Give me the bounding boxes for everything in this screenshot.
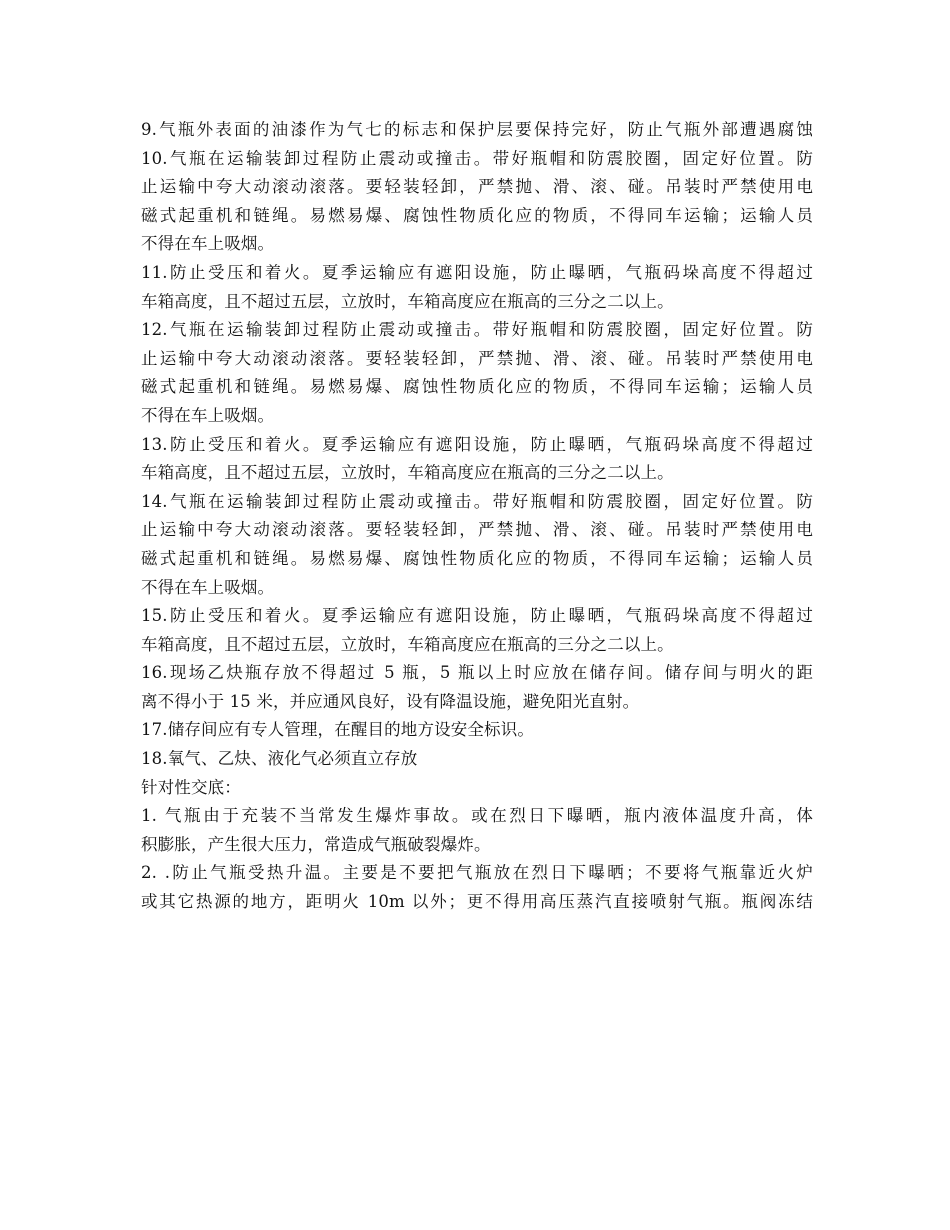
text-line: 15.防止受压和着火。夏季运输应有遮阳设施，防止曝晒，气瓶码垛高度不得超过 [141, 606, 813, 626]
text-line: 2. .防止气瓶受热升温。主要是不要把气瓶放在烈日下曝晒；不要将气瓶靠近火炉 [141, 863, 813, 883]
text-line: 17.储存间应有专人管理，在醒目的地方设安全标识。 [141, 720, 534, 740]
section-heading: 针对性交底： [141, 777, 241, 797]
text-line: 16.现场乙炔瓶存放不得超过 5 瓶，5 瓶以上时应放在储存间。储存间与明火的距 [141, 663, 813, 683]
text-line: 磁式起重机和链绳。易燃易爆、腐蚀性物质化应的物质，不得同车运输；运输人员 [141, 377, 813, 397]
document-body [141, 116, 813, 917]
text-line: 止运输中夸大动滚动滚落。要轻装轻卸，严禁抛、滑、滚、碰。吊装时严禁使用电 [141, 520, 813, 540]
text-line: 12.气瓶在运输装卸过程防止震动或撞击。带好瓶帽和防震胶圈，固定好位置。防 [141, 320, 813, 340]
text-line: 车箱高度，且不超过五层，立放时，车箱高度应在瓶高的三分之二以上。 [141, 291, 674, 311]
text-line: 不得在车上吸烟。 [141, 405, 275, 425]
text-line: 不得在车上吸烟。 [141, 577, 275, 597]
text-line: 不得在车上吸烟。 [141, 234, 275, 254]
text-line: 离不得小于 15 米，并应通风良好，设有降温设施，避免阳光直射。 [141, 691, 640, 711]
text-line: 积膨胀，产生很大压力，常造成气瓶破裂爆炸。 [141, 834, 491, 854]
text-line: 1. 气瓶由于充装不当常发生爆炸事故。或在烈日下曝晒，瓶内液体温度升高，体 [141, 806, 813, 826]
text-line: 或其它热源的地方，距明火 10m 以外；更不得用高压蒸汽直接喷射气瓶。瓶阀冻结 [141, 892, 813, 912]
text-line: 止运输中夸大动滚动滚落。要轻装轻卸，严禁抛、滑、滚、碰。吊装时严禁使用电 [141, 177, 813, 197]
text-line: 18.氧气、乙炔、液化气必须直立存放 [141, 749, 418, 769]
text-line: 9.气瓶外表面的油漆作为气七的标志和保护层要保持完好，防止气瓶外部遭遇腐蚀 [141, 120, 813, 139]
text-line: 13.防止受压和着火。夏季运输应有遮阳设施，防止曝晒，气瓶码垛高度不得超过 [141, 434, 813, 454]
text-line: 车箱高度，且不超过五层，立放时，车箱高度应在瓶高的三分之二以上。 [141, 463, 674, 483]
text-line: 磁式起重机和链绳。易燃易爆、腐蚀性物质化应的物质，不得同车运输；运输人员 [141, 205, 813, 225]
text-line: 车箱高度，且不超过五层，立放时，车箱高度应在瓶高的三分之二以上。 [141, 634, 674, 654]
text-line: 10.气瓶在运输装卸过程防止震动或撞击。带好瓶帽和防震胶圈，固定好位置。防 [141, 148, 813, 168]
text-line: 止运输中夸大动滚动滚落。要轻装轻卸，严禁抛、滑、滚、碰。吊装时严禁使用电 [141, 348, 813, 368]
text-line: 11.防止受压和着火。夏季运输应有遮阳设施，防止曝晒，气瓶码垛高度不得超过 [141, 262, 813, 282]
text-line: 磁式起重机和链绳。易燃易爆、腐蚀性物质化应的物质，不得同车运输；运输人员 [141, 548, 813, 568]
text-line: 14.气瓶在运输装卸过程防止震动或撞击。带好瓶帽和防震胶圈，固定好位置。防 [141, 491, 813, 511]
